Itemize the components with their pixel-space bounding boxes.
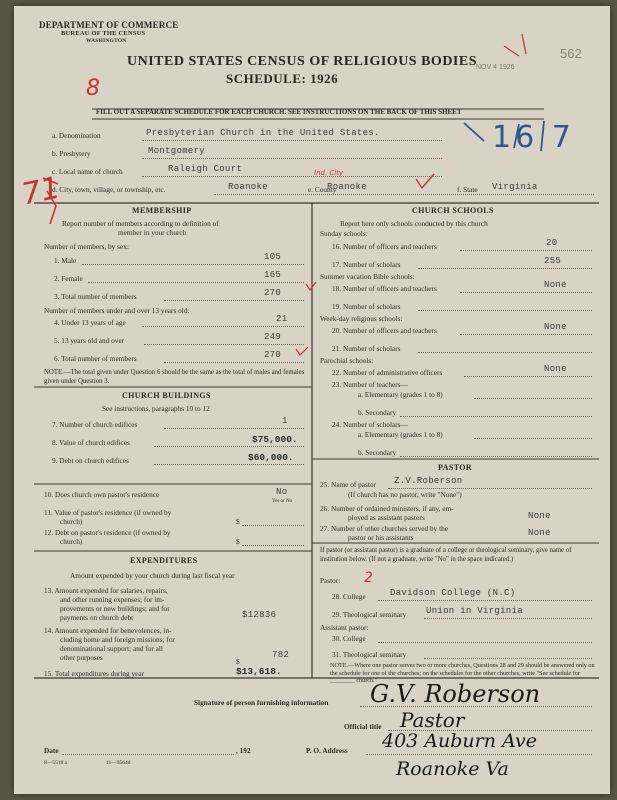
- q11-dollar: $: [236, 517, 240, 526]
- q19-label: 19. Number of scholars: [332, 302, 401, 311]
- q23-label: 23. Number of teachers—: [332, 380, 408, 389]
- q6-value[interactable]: 270: [264, 350, 282, 360]
- q26-label-2: ployed as assistant pastors: [348, 513, 425, 522]
- q9-label: 9. Debt on church edifices: [52, 456, 129, 465]
- sunday-schools-label: Sunday schools:: [320, 229, 368, 238]
- local-name-value[interactable]: Raleigh Court: [168, 164, 243, 174]
- address-line-2[interactable]: Roanoke Va: [396, 758, 509, 780]
- pastor-heading: PASTOR: [438, 463, 473, 472]
- graduate-note: If pastor (or assistant pastor) is a graduate of a college or theological seminary, give name of institution below. (If not a graduate, write "No" in the space indicated.): [320, 547, 572, 563]
- q24-label: 24. Number of scholars—: [332, 420, 408, 429]
- expenditures-intro: Amount expended by your church during last fiscal year: [70, 571, 235, 580]
- q14-label-3: denominational support; and for all: [60, 644, 163, 653]
- q31-label: 31. Theological seminary: [332, 650, 407, 659]
- address-label: P. O. Address: [306, 746, 348, 755]
- date-year: , 192: [236, 746, 251, 755]
- summer-schools-label: Summer vacation Bible schools:: [320, 272, 415, 281]
- q12-label-2: church): [60, 537, 83, 546]
- assistant-pastor-subheading: Assistant pastor:: [320, 623, 369, 632]
- members-by-sex-label: Number of members, by sex:: [44, 242, 129, 251]
- q13-label-2: and other running expenses; for im-: [60, 595, 165, 604]
- print-code: 11—9564d: [106, 760, 131, 766]
- q30-label: 30. College: [332, 634, 366, 643]
- pastor-handwritten-mark: 2: [364, 570, 373, 586]
- q3-value[interactable]: 270: [264, 288, 282, 298]
- q5-value[interactable]: 249: [264, 332, 282, 342]
- schools-intro: Report here only schools conducted by this church: [340, 219, 488, 228]
- q15-label: 15. Total expenditures during year: [44, 669, 145, 678]
- form-instruction: FILL OUT A SEPARATE SCHEDULE FOR EACH CHURCH. SEE INSTRUCTIONS ON THE BACK OF THIS SHEET: [96, 108, 462, 116]
- weekday-schools-label: Week-day religious schools:: [320, 314, 403, 323]
- q11-label: 11. Value of pastor's residence (if owned by: [44, 508, 172, 517]
- age-intro-label: Number of members under and over 13 years old:: [44, 306, 190, 315]
- q10-value[interactable]: No: [276, 487, 288, 497]
- q25-label: 25. Name of pastor: [320, 480, 376, 489]
- q11-label-2: church): [60, 517, 83, 526]
- q7-value[interactable]: 1: [282, 416, 288, 426]
- q18-value[interactable]: None: [544, 280, 567, 290]
- q7-label: 7. Number of church edifices: [52, 420, 138, 429]
- schools-heading: CHURCH SCHOOLS: [412, 206, 494, 215]
- q24b-label: b. Secondary: [358, 448, 397, 457]
- yes-no-hint: Yes or No: [272, 499, 293, 504]
- red-handwritten-mark: 8: [86, 76, 100, 101]
- q26-value[interactable]: None: [528, 511, 551, 521]
- q17-value[interactable]: 255: [544, 256, 562, 266]
- membership-note: NOTE.—The total given under Question 6 should be the same as the total of males and females given under Question 3.: [44, 369, 305, 385]
- q14-dollar: $: [236, 657, 240, 666]
- county-handwritten-note: Ind. City: [314, 169, 344, 177]
- q24a-label: a. Elementary (grades 1 to 8): [358, 430, 443, 439]
- q27-label: 27. Number of other churches served by the: [320, 524, 449, 533]
- city-name: WASHINGTON: [86, 38, 127, 44]
- q21-label: 21. Number of scholars: [332, 344, 401, 353]
- q18-label: 18. Number of officers and teachers: [332, 284, 437, 293]
- bureau-name: BUREAU OF THE CENSUS: [61, 30, 146, 37]
- membership-intro: Report number of members according to definition of: [62, 219, 219, 228]
- q8-value[interactable]: $75,000.: [252, 434, 298, 445]
- q16-value[interactable]: 20: [546, 238, 558, 248]
- department-name: DEPARTMENT OF COMMERCE: [39, 20, 179, 30]
- pastor-subheading: Pastor:: [320, 576, 341, 585]
- official-title-label: Official title: [344, 722, 382, 731]
- q27-label-2: pastor or his assistants: [348, 533, 414, 542]
- q5-label: 5. 13 years old and over: [54, 336, 125, 345]
- expenditures-heading: EXPENDITURES: [130, 556, 198, 565]
- q29-value[interactable]: Union in Virginia: [426, 606, 523, 616]
- q15-value[interactable]: $13,618.: [236, 666, 282, 677]
- q14-label-2: cluding home and foreign missions; for: [60, 635, 175, 644]
- q13-label: 13. Amount expended for salaries, repairs,: [44, 586, 168, 595]
- county-label: e. County: [308, 185, 337, 194]
- q23b-label: b. Secondary: [358, 408, 397, 417]
- q12-dollar: $: [236, 537, 240, 546]
- address-line-1[interactable]: 403 Auburn Ave: [382, 730, 537, 752]
- form-schedule: SCHEDULE: 1926: [226, 71, 339, 86]
- q28-value[interactable]: Davidson College (N.C): [390, 588, 516, 598]
- signature-value[interactable]: G.V. Roberson: [370, 680, 541, 708]
- q4-value[interactable]: 21: [276, 314, 288, 324]
- handwritten-code: 16 7: [492, 120, 575, 155]
- q26-label: 26. Number of ordained ministers, if any, em-: [320, 504, 454, 513]
- q12-label: 12. Debt on pastor's residence (if owned by: [44, 528, 171, 537]
- q2-value[interactable]: 165: [264, 270, 282, 280]
- q13-value[interactable]: $12836: [242, 610, 277, 620]
- q25-hint: (If church has no pastor, write "None"): [348, 490, 462, 499]
- pastor-note: NOTE.—Where one pastor serves two or more churches, Questions 28 and 29 should be answered only on the schedule for one of the churches; on the schedules for the other churches, write "See schedule for ________ church.": [330, 662, 595, 684]
- state-label: f. State: [457, 185, 478, 194]
- q4-label: 4. Under 13 years of age: [54, 318, 126, 327]
- q22-value[interactable]: None: [544, 364, 567, 374]
- denomination-label: a. Denomination: [52, 131, 101, 140]
- q14-value[interactable]: 782: [272, 650, 290, 660]
- buildings-heading: CHURCH BUILDINGS: [122, 391, 211, 400]
- q17-label: 17. Number of scholars: [332, 260, 401, 269]
- q22-label: 22. Number of administrative officers: [332, 368, 443, 377]
- buildings-intro: See instructions, paragraphs 10 to 12: [102, 404, 210, 413]
- q28-label: 28. College: [332, 592, 366, 601]
- q1-value[interactable]: 105: [264, 252, 282, 262]
- parochial-schools-label: Parochial schools:: [320, 356, 374, 365]
- q9-value[interactable]: $60,000.: [248, 452, 294, 463]
- q20-label: 20. Number of officers and teachers: [332, 326, 437, 335]
- received-stamp: NOV 4 1926: [476, 64, 515, 71]
- q3-label: 3. Total number of members: [54, 292, 137, 301]
- county-value[interactable]: Roanoke: [327, 182, 367, 192]
- q2-label: 2. Female: [54, 274, 83, 283]
- date-label: Date: [44, 746, 59, 755]
- q14-label-4: other purposes: [60, 653, 103, 662]
- membership-intro-2: member in your church: [118, 228, 187, 237]
- q23a-label: a. Elementary (grades 1 to 8): [358, 390, 443, 399]
- stamp-number: 562: [560, 46, 582, 61]
- q27-value[interactable]: None: [528, 528, 551, 538]
- official-title-value[interactable]: Pastor: [400, 708, 465, 732]
- q29-label: 29. Theological seminary: [332, 610, 407, 619]
- q8-label: 8. Value of church edifices: [52, 438, 130, 447]
- census-schedule-page: [14, 6, 610, 794]
- presbytery-value[interactable]: Montgomery: [148, 146, 206, 156]
- state-value[interactable]: Virginia: [492, 182, 538, 192]
- q1-label: 1. Male: [54, 256, 77, 265]
- q14-label: 14. Amount expended for benevolences, in-: [44, 626, 172, 635]
- form-title: UNITED STATES CENSUS OF RELIGIOUS BODIES: [127, 54, 478, 69]
- q25-value[interactable]: Z.V.Roberson: [394, 476, 463, 486]
- q6-label: 6. Total number of members: [54, 354, 137, 363]
- city-value[interactable]: Roanoke: [228, 182, 268, 192]
- side-handwritten-mark: 71: [18, 170, 64, 213]
- city-label: d. City, town, village, or township, etc.: [52, 185, 166, 194]
- denomination-value[interactable]: Presbyterian Church in the United States.: [146, 128, 380, 138]
- local-name-label: c. Local name of church: [52, 167, 123, 176]
- q10-label: 10. Does church own pastor's residence: [44, 490, 160, 499]
- q13-label-4: payments on church debt: [60, 613, 134, 622]
- q20-value[interactable]: None: [544, 322, 567, 332]
- form-code: 8—5518 a: [44, 760, 68, 766]
- membership-heading: MEMBERSHIP: [132, 206, 192, 215]
- signature-label: Signature of person furnishing information: [194, 698, 329, 707]
- presbytery-label: b. Presbytery: [52, 149, 91, 158]
- q13-label-3: provements or new buildings; and for: [60, 604, 170, 613]
- q16-label: 16. Number of officers and teachers: [332, 242, 437, 251]
